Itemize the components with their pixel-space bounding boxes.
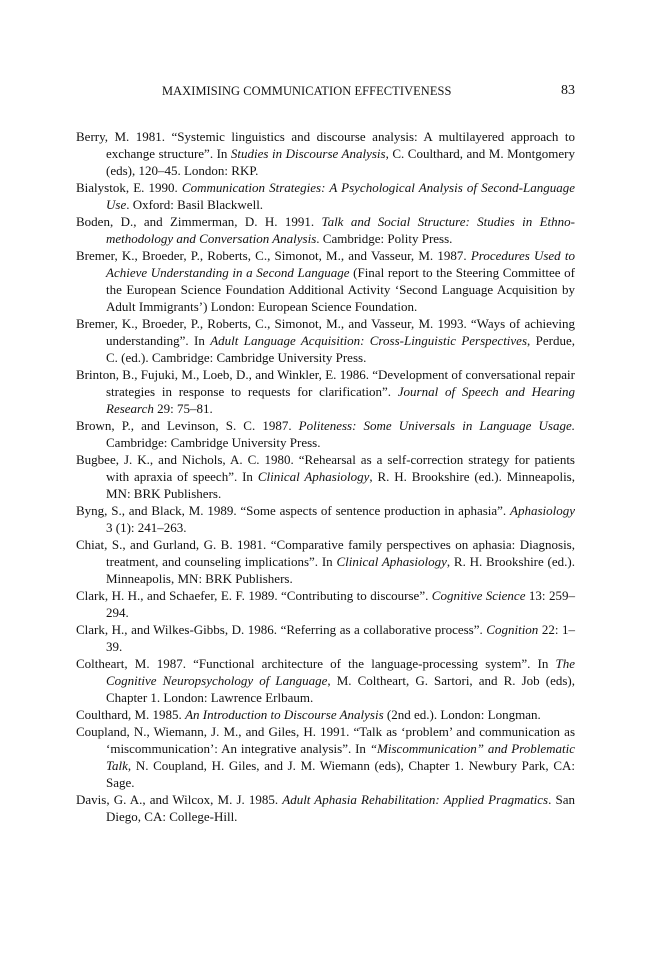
reference-text: Byng, S., and Black, M. 1989. “Some aspects of sentence production in aphasia”. bbox=[76, 503, 510, 518]
reference-title-italic: “Miscommunication” and Problematic Talk bbox=[106, 741, 575, 773]
reference-text: (Final report to the Steering Committee of the European Science Foundation Additional Activity ‘Second Language Acquisition by Adult Immigrants’) London: European Science Foundation. bbox=[106, 265, 575, 314]
reference-text: . Oxford: Basil Blackwell. bbox=[126, 197, 264, 212]
reference-text: Bugbee, J. K., and Nichols, A. C. 1980. “Rehearsal as a self-correction strategy for patients with apraxia of speech”. In bbox=[76, 452, 575, 484]
reference-entry bbox=[76, 723, 575, 791]
reference-title-italic: Adult Language Acquisition: Cross-Linguistic Perspectives bbox=[210, 333, 528, 348]
reference-entry bbox=[76, 655, 575, 706]
reference-title-italic: The Cognitive Neuropsychology of Language bbox=[106, 656, 575, 688]
reference-title-italic: Procedures Used to Achieve Understanding in a Second Language bbox=[106, 248, 575, 280]
reference-text: 13: 259–294. bbox=[106, 588, 575, 620]
running-header bbox=[76, 84, 575, 102]
reference-title-italic: Adult Aphasia Rehabilitation: Applied Pragmatics bbox=[282, 792, 549, 807]
reference-entry bbox=[76, 247, 575, 315]
reference-text: (2nd ed.). London: Longman. bbox=[383, 707, 541, 722]
reference-entry bbox=[76, 621, 575, 655]
reference-title-italic: Studies in Discourse Analysis bbox=[230, 146, 386, 161]
reference-title-italic: Aphasiology bbox=[510, 503, 575, 518]
reference-text: 29: 75–81. bbox=[153, 401, 213, 416]
reference-text: , R. H. Brookshire (ed.). Minneapolis, MN: BRK Publishers. bbox=[106, 554, 575, 586]
reference-title-italic: Communication Strategies: A Psychological Analysis of Second-Language Use bbox=[106, 180, 575, 212]
reference-entry bbox=[76, 315, 575, 366]
reference-text: . Cambridge: Polity Press. bbox=[316, 231, 453, 246]
reference-entry bbox=[76, 587, 575, 621]
reference-text: Brown, P., and Levinson, S. C. 1987. bbox=[76, 418, 299, 433]
reference-title-italic: Clinical Aphasiology bbox=[257, 469, 370, 484]
reference-list bbox=[76, 128, 575, 825]
page-number: 83 bbox=[561, 83, 575, 98]
reference-entry bbox=[76, 791, 575, 825]
reference-text: . San Diego, CA: College-Hill. bbox=[106, 792, 575, 824]
reference-entry bbox=[76, 128, 575, 179]
reference-text: , R. H. Brookshire (ed.). Minneapolis, MN: BRK Publishers. bbox=[106, 469, 575, 501]
reference-text: Boden, D., and Zimmerman, D. H. 1991. bbox=[76, 214, 322, 229]
reference-text: Clark, H., and Wilkes-Gibbs, D. 1986. “Referring as a collaborative process”. bbox=[76, 622, 487, 637]
reference-text: , C. Coulthard, and M. Montgomery (eds), 120–45. London: RKP. bbox=[106, 146, 575, 178]
reference-entry bbox=[76, 366, 575, 417]
reference-entry bbox=[76, 706, 575, 723]
reference-text: , M. Coltheart, G. Sartori, and R. Job (eds), Chapter 1. London: Lawrence Erlbaum. bbox=[106, 673, 575, 705]
reference-text: Brinton, B., Fujuki, M., Loeb, D., and Winkler, E. 1986. “Development of conversational repair strategies in response to requests for clarification”. bbox=[76, 367, 575, 399]
reference-entry bbox=[76, 179, 575, 213]
reference-text: Bialystok, E. 1990. bbox=[76, 180, 182, 195]
reference-text: Cambridge: Cambridge University Press. bbox=[106, 435, 321, 450]
reference-title-italic: An Introduction to Discourse Analysis bbox=[185, 707, 384, 722]
reference-title-italic: Journal of Speech and Hearing Research bbox=[106, 384, 575, 416]
reference-text: , N. Coupland, H. Giles, and J. M. Wiemann (eds), Chapter 1. Newbury Park, CA: Sage. bbox=[106, 758, 575, 790]
reference-text: Berry, M. 1981. “Systemic linguistics and discourse analysis: A multilayered approach to exchange structure”. In bbox=[76, 129, 575, 161]
reference-text: Coupland, N., Wiemann, J. M., and Giles, H. 1991. “Talk as ‘problem’ and communication as ‘miscommunication’: An integrative analysis”. In bbox=[76, 724, 575, 756]
reference-entry bbox=[76, 502, 575, 536]
reference-text: Coltheart, M. 1987. “Functional architecture of the language-processing system”. In bbox=[76, 656, 556, 671]
reference-entry bbox=[76, 536, 575, 587]
reference-entry bbox=[76, 213, 575, 247]
reference-title-italic: Cognition bbox=[486, 622, 539, 637]
running-title: MAXIMISING COMMUNICATION EFFECTIVENESS bbox=[162, 84, 452, 98]
reference-text: Davis, G. A., and Wilcox, M. J. 1985. bbox=[76, 792, 283, 807]
reference-entry bbox=[76, 417, 575, 451]
reference-title-italic: Clinical Aphasiology bbox=[336, 554, 447, 569]
reference-text: Bremer, K., Broeder, P., Roberts, C., Simonot, M., and Vasseur, M. 1987. bbox=[76, 248, 471, 263]
reference-text: Coulthard, M. 1985. bbox=[76, 707, 186, 722]
reference-text: 3 (1): 241–263. bbox=[106, 520, 187, 535]
reference-title-italic: Talk and Social Structure: Studies in Ethnomethodology and Conversation Analysis bbox=[106, 214, 575, 246]
reference-text: , Perdue, C. (ed.). Cambridge: Cambridge University Press. bbox=[106, 333, 575, 365]
reference-title-italic: Cognitive Science bbox=[431, 588, 526, 603]
reference-text: 22: 1–39. bbox=[106, 622, 575, 654]
reference-text: Clark, H. H., and Schaefer, E. F. 1989. “Contributing to discourse”. bbox=[76, 588, 432, 603]
reference-text: Chiat, S., and Gurland, G. B. 1981. “Comparative family perspectives on aphasia: Diagnosis, treatment, and counseling implications”. In bbox=[76, 537, 575, 569]
reference-text: Bremer, K., Broeder, P., Roberts, C., Simonot, M., and Vasseur, M. 1993. “Ways of achieving understanding”. In bbox=[76, 316, 575, 348]
reference-entry bbox=[76, 451, 575, 502]
reference-title-italic: Politeness: Some Universals in Language Usage. bbox=[298, 418, 575, 433]
